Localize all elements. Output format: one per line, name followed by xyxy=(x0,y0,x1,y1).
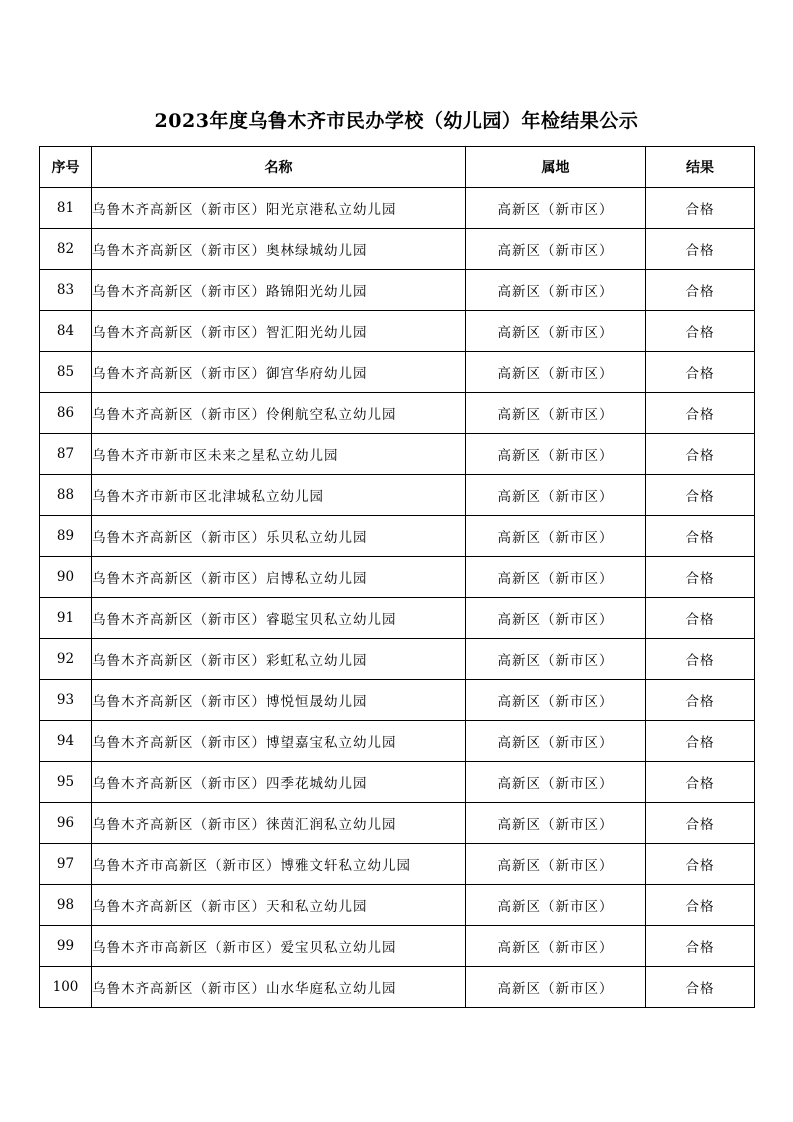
row-result: 合格 xyxy=(646,680,755,721)
row-result: 合格 xyxy=(646,926,755,967)
row-name: 乌鲁木齐高新区（新市区）乐贝私立幼儿园 xyxy=(92,516,466,557)
row-number: 97 xyxy=(40,844,92,885)
table-row xyxy=(40,926,755,967)
table-row xyxy=(40,639,755,680)
table-row xyxy=(40,844,755,885)
table-row xyxy=(40,598,755,639)
row-number: 95 xyxy=(40,762,92,803)
row-number: 91 xyxy=(40,598,92,639)
row-area: 高新区（新市区） xyxy=(466,721,646,762)
table-row xyxy=(40,270,755,311)
table-row xyxy=(40,393,755,434)
row-name: 乌鲁木齐市高新区（新市区）博雅文轩私立幼儿园 xyxy=(92,844,466,885)
table-row xyxy=(40,803,755,844)
header-area: 属地 xyxy=(466,147,646,188)
row-name: 乌鲁木齐高新区（新市区）伶俐航空私立幼儿园 xyxy=(92,393,466,434)
row-number: 88 xyxy=(40,475,92,516)
row-result: 合格 xyxy=(646,885,755,926)
table-row xyxy=(40,557,755,598)
row-area: 高新区（新市区） xyxy=(466,188,646,229)
row-name: 乌鲁木齐高新区（新市区）御宫华府幼儿园 xyxy=(92,352,466,393)
row-result: 合格 xyxy=(646,352,755,393)
row-name: 乌鲁木齐高新区（新市区）智汇阳光幼儿园 xyxy=(92,311,466,352)
row-area: 高新区（新市区） xyxy=(466,311,646,352)
row-area: 高新区（新市区） xyxy=(466,598,646,639)
table-row xyxy=(40,516,755,557)
row-area: 高新区（新市区） xyxy=(466,475,646,516)
row-number: 84 xyxy=(40,311,92,352)
row-area: 高新区（新市区） xyxy=(466,352,646,393)
page-title: 2023年度乌鲁木齐市民办学校（幼儿园）年检结果公示 xyxy=(154,110,639,132)
table-row xyxy=(40,434,755,475)
row-number: 90 xyxy=(40,557,92,598)
row-area: 高新区（新市区） xyxy=(466,762,646,803)
row-result: 合格 xyxy=(646,475,755,516)
row-name: 乌鲁木齐高新区（新市区）睿聪宝贝私立幼儿园 xyxy=(92,598,466,639)
header-num: 序号 xyxy=(40,147,92,188)
row-name: 乌鲁木齐高新区（新市区）山水华庭私立幼儿园 xyxy=(92,967,466,1008)
row-result: 合格 xyxy=(646,311,755,352)
table-row xyxy=(40,311,755,352)
row-result: 合格 xyxy=(646,270,755,311)
header-name: 名称 xyxy=(92,147,466,188)
row-area: 高新区（新市区） xyxy=(466,639,646,680)
row-area: 高新区（新市区） xyxy=(466,926,646,967)
header-row xyxy=(40,147,755,188)
row-result: 合格 xyxy=(646,598,755,639)
row-area: 高新区（新市区） xyxy=(466,967,646,1008)
row-name: 乌鲁木齐高新区（新市区）博望嘉宝私立幼儿园 xyxy=(92,721,466,762)
row-number: 83 xyxy=(40,270,92,311)
row-name: 乌鲁木齐市新市区未来之星私立幼儿园 xyxy=(92,434,466,475)
header-result: 结果 xyxy=(646,147,755,188)
row-area: 高新区（新市区） xyxy=(466,516,646,557)
row-number: 94 xyxy=(40,721,92,762)
table-row xyxy=(40,721,755,762)
table-row xyxy=(40,352,755,393)
table-row xyxy=(40,680,755,721)
row-result: 合格 xyxy=(646,967,755,1008)
table-row xyxy=(40,967,755,1008)
row-result: 合格 xyxy=(646,844,755,885)
row-number: 96 xyxy=(40,803,92,844)
row-number: 100 xyxy=(40,967,92,1008)
row-name: 乌鲁木齐高新区（新市区）徕茵汇润私立幼儿园 xyxy=(92,803,466,844)
row-number: 81 xyxy=(40,188,92,229)
table-row xyxy=(40,885,755,926)
row-name: 乌鲁木齐高新区（新市区）启博私立幼儿园 xyxy=(92,557,466,598)
row-result: 合格 xyxy=(646,803,755,844)
row-number: 82 xyxy=(40,229,92,270)
table-row xyxy=(40,475,755,516)
table-row xyxy=(40,188,755,229)
row-area: 高新区（新市区） xyxy=(466,229,646,270)
row-area: 高新区（新市区） xyxy=(466,885,646,926)
row-name: 乌鲁木齐市高新区（新市区）爱宝贝私立幼儿园 xyxy=(92,926,466,967)
results-table xyxy=(39,146,755,1008)
row-name: 乌鲁木齐高新区（新市区）阳光京港私立幼儿园 xyxy=(92,188,466,229)
row-area: 高新区（新市区） xyxy=(466,434,646,475)
row-result: 合格 xyxy=(646,188,755,229)
row-name: 乌鲁木齐高新区（新市区）四季花城幼儿园 xyxy=(92,762,466,803)
row-result: 合格 xyxy=(646,229,755,270)
row-number: 93 xyxy=(40,680,92,721)
row-result: 合格 xyxy=(646,516,755,557)
row-name: 乌鲁木齐高新区（新市区）天和私立幼儿园 xyxy=(92,885,466,926)
row-result: 合格 xyxy=(646,434,755,475)
row-number: 85 xyxy=(40,352,92,393)
row-name: 乌鲁木齐高新区（新市区）博悦恒晟幼儿园 xyxy=(92,680,466,721)
row-name: 乌鲁木齐市新市区北津城私立幼儿园 xyxy=(92,475,466,516)
row-area: 高新区（新市区） xyxy=(466,803,646,844)
table-row xyxy=(40,762,755,803)
table-body xyxy=(40,188,755,1008)
row-name: 乌鲁木齐高新区（新市区）彩虹私立幼儿园 xyxy=(92,639,466,680)
row-area: 高新区（新市区） xyxy=(466,557,646,598)
row-area: 高新区（新市区） xyxy=(466,270,646,311)
row-name: 乌鲁木齐高新区（新市区）奥林绿城幼儿园 xyxy=(92,229,466,270)
row-number: 99 xyxy=(40,926,92,967)
table-row xyxy=(40,229,755,270)
row-number: 89 xyxy=(40,516,92,557)
row-area: 高新区（新市区） xyxy=(466,680,646,721)
row-number: 98 xyxy=(40,885,92,926)
row-result: 合格 xyxy=(646,639,755,680)
row-area: 高新区（新市区） xyxy=(466,844,646,885)
row-area: 高新区（新市区） xyxy=(466,393,646,434)
row-number: 87 xyxy=(40,434,92,475)
row-result: 合格 xyxy=(646,393,755,434)
row-result: 合格 xyxy=(646,762,755,803)
row-number: 86 xyxy=(40,393,92,434)
row-number: 92 xyxy=(40,639,92,680)
row-result: 合格 xyxy=(646,557,755,598)
row-name: 乌鲁木齐高新区（新市区）路锦阳光幼儿园 xyxy=(92,270,466,311)
row-result: 合格 xyxy=(646,721,755,762)
